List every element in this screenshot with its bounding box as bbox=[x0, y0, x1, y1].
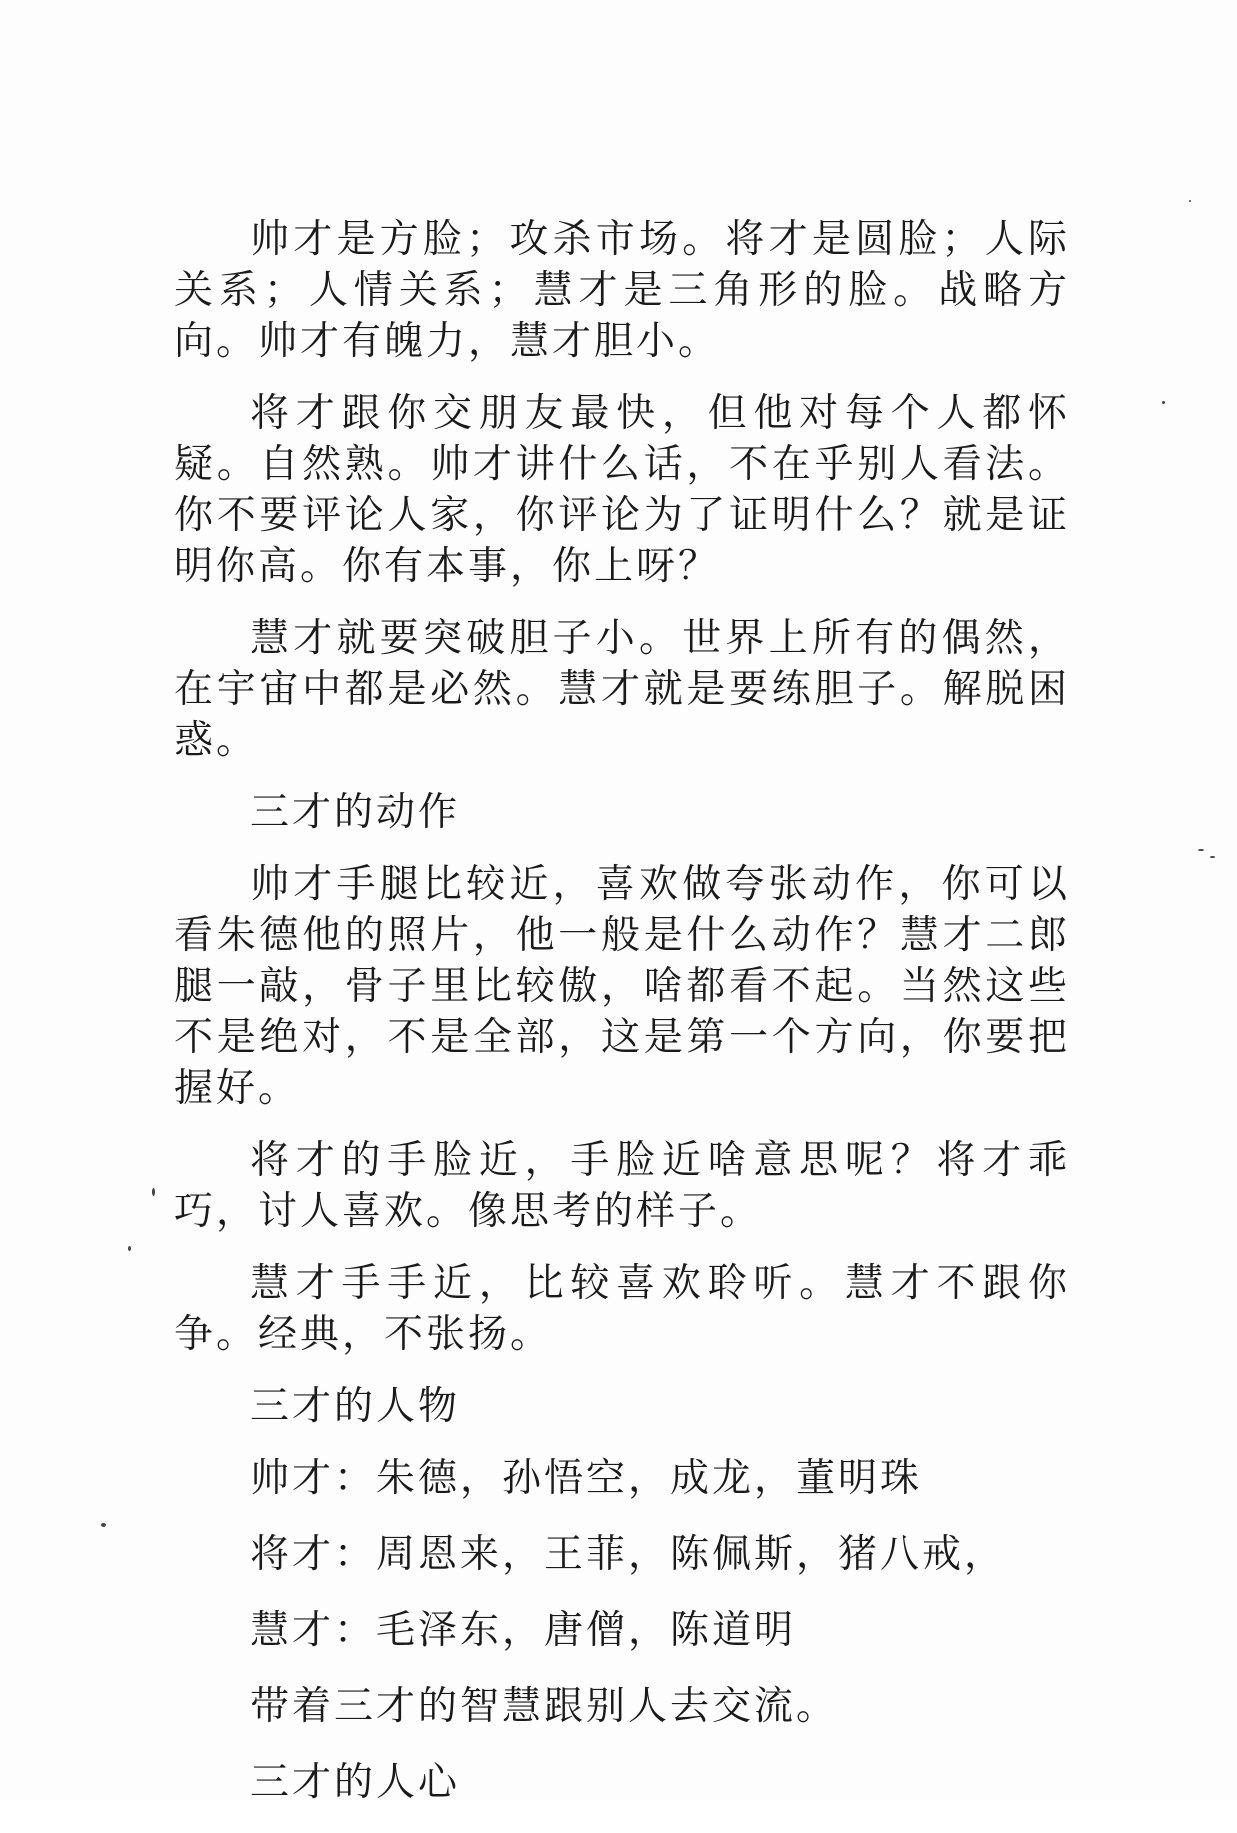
paragraph: 将才的手脸近，手脸近啥意思呢？将才乖巧，讨人喜欢。像思考的样子。 bbox=[174, 1138, 1070, 1234]
section-heading-people: 三才的人物 bbox=[250, 1384, 461, 1429]
people-line: 带着三才的智慧跟别人去交流。 bbox=[250, 1684, 839, 1729]
paragraph: 帅才是方脸；攻杀市场。将才是圆脸；人际关系；人情关系；慧才是三角形的脸。战略方向。帅才有魄力，慧才胆小。 bbox=[174, 217, 1070, 364]
scan-speck bbox=[152, 1188, 155, 1196]
paragraph: 帅才手腿比较近，喜欢做夸张动作，你可以看朱德他的照片，他一般是什么动作？慧才二郎腿一敲，骨子里比较傲，啥都看不起。当然这些不是绝对，不是全部，这是第一个方向，你要把握好。 bbox=[174, 862, 1070, 1111]
document-body bbox=[174, 214, 1070, 1833]
paragraph: 将才跟你交朋友最快，但他对每个人都怀疑。自然熟。帅才讲什么话，不在乎别人看法。你不要评论人家，你评论为了证明什么？就是证明你高。你有本事，你上呀？ bbox=[174, 391, 1070, 589]
people-line: 将才：周恩来，王菲，陈佩斯，猪八戒， bbox=[250, 1532, 1007, 1577]
people-line: 帅才：朱德，孙悟空，成龙，董明珠 bbox=[250, 1456, 923, 1501]
scan-speck bbox=[1162, 401, 1165, 404]
paragraph: 慧才就要突破胆子小。世界上所有的偶然，在宇宙中都是必然。慧才就是要练胆子。解脱困惑。 bbox=[174, 616, 1070, 763]
scan-speck bbox=[1189, 200, 1191, 202]
section-heading-heart: 三才的人心 bbox=[250, 1760, 461, 1805]
scan-speck bbox=[128, 1246, 131, 1251]
section-heading-actions: 三才的动作 bbox=[250, 790, 461, 835]
people-line: 慧才：毛泽东，唐僧，陈道明 bbox=[250, 1608, 797, 1653]
scan-speck bbox=[1210, 856, 1215, 858]
scan-speck bbox=[1198, 849, 1204, 851]
paragraph: 慧才手手近，比较喜欢聆听。慧才不跟你争。经典，不张扬。 bbox=[174, 1261, 1070, 1357]
scan-speck bbox=[101, 1523, 106, 1527]
